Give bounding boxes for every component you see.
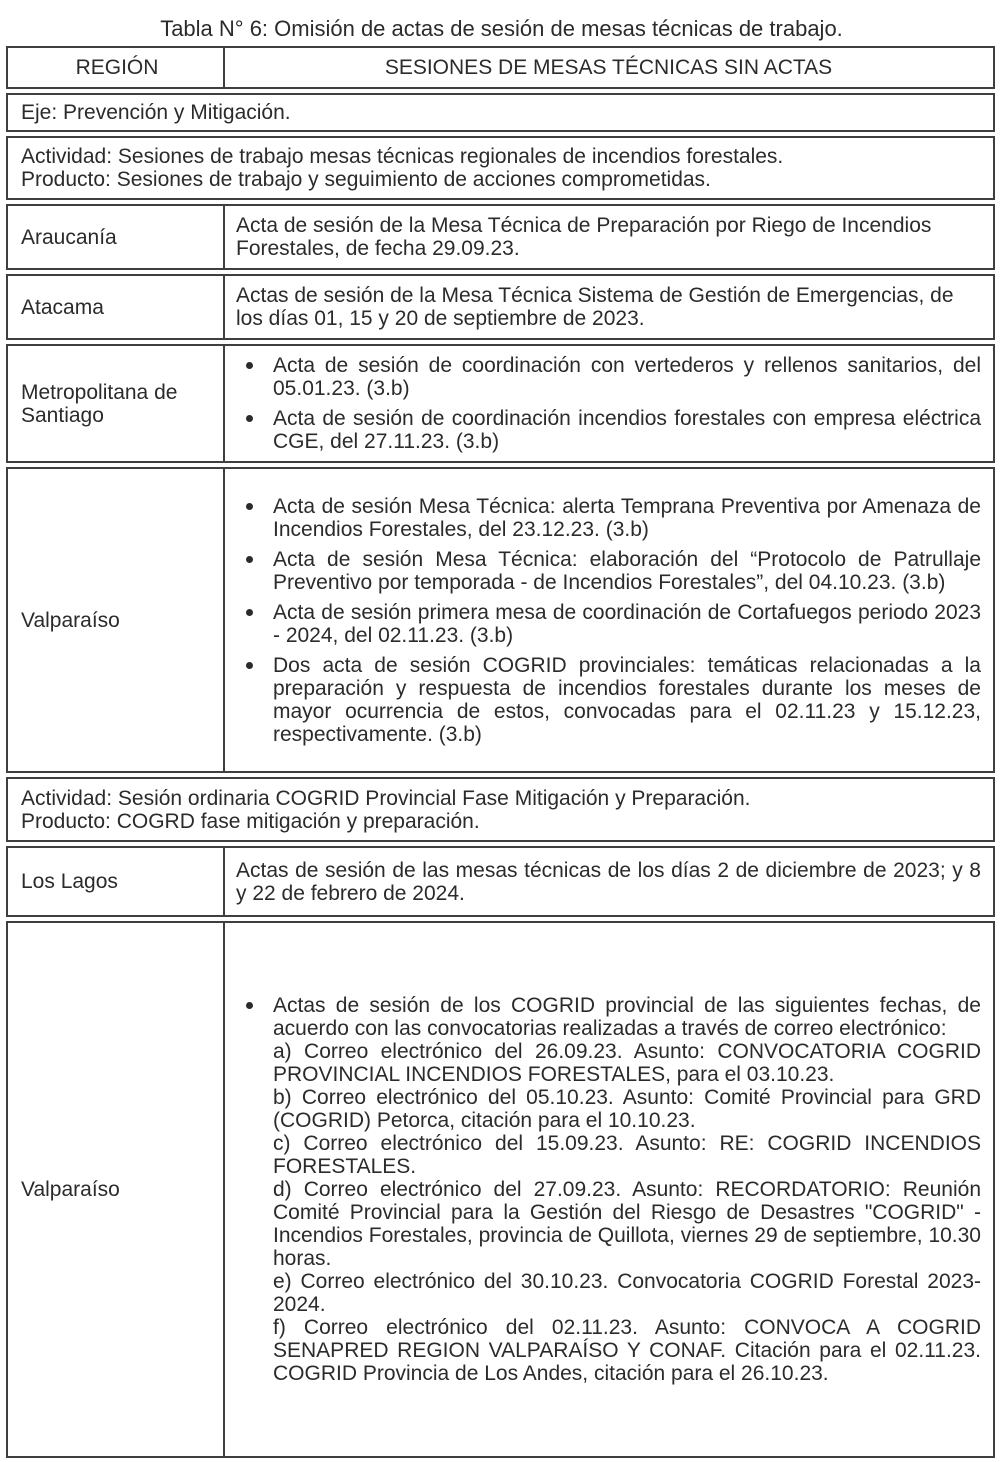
bullet-text: Dos acta de sesión COGRID provinciales: temáticas relacionadas a la preparación y respuesta de incendios forestales durante los meses de mayor ocurrencia de estos, convocadas para el 02.11.23 y 15.12.23, respectivamente. (3.b) (273, 653, 981, 746)
bullet-text: Acta de sesión primera mesa de coordinación de Cortafuegos periodo 2023 - 2024, del 02.11.23. (3.b) (273, 600, 981, 647)
content-cell (225, 274, 995, 340)
content-cell (225, 846, 995, 917)
section-actividad1-cell (6, 136, 995, 200)
region-label: Atacama (21, 295, 104, 319)
section-actividad2-row (6, 777, 995, 842)
region-cell (6, 467, 225, 773)
section-actividad1-row (6, 136, 995, 200)
content-cell (225, 204, 995, 270)
region-cell (6, 921, 225, 1458)
bullet-intro-text: Actas de sesión de los COGRID provincial de las siguientes fechas, de acuerdo con las convocatorias realizadas a través de correo electrónico: (273, 994, 981, 1040)
column-header-sessions-label: SESIONES DE MESAS TÉCNICAS SIN ACTAS (384, 56, 833, 79)
content-text: Acta de sesión de la Mesa Técnica de Preparación por Riego de Incendios Forestales, de fecha 29.09.23. (236, 214, 932, 260)
bullet-icon (246, 662, 253, 669)
bullet-list (236, 994, 981, 1385)
email-item-a: a) Correo electrónico del 26.09.23. Asunto: CONVOCATORIA COGRID PROVINCIAL INCENDIOS FORESTALES, para el 03.10.23. (273, 1040, 981, 1086)
content-cell (225, 344, 995, 463)
bullet-item (273, 601, 981, 647)
region-cell (6, 274, 225, 340)
table-row-metropolitana (6, 344, 995, 463)
table-row-valparaiso-2 (6, 921, 995, 1458)
report-table (6, 42, 995, 1462)
region-label: Araucanía (21, 225, 117, 249)
bullet-item (273, 354, 981, 400)
actividad1-text: Actividad: Sesiones de trabajo mesas técnicas regionales de incendios forestales. (21, 145, 784, 168)
column-header-sessions (225, 46, 995, 89)
content-text: Actas de sesión de las mesas técnicas de los días 2 de diciembre de 2023; y 8 y 22 de febrero de 2024. (236, 858, 981, 905)
bullet-item (273, 654, 981, 746)
eje-text: Eje: Prevención y Mitigación. (21, 101, 291, 124)
table-row-valparaiso-1 (6, 467, 995, 773)
region-label: Valparaíso (21, 608, 120, 632)
bullet-item (273, 407, 981, 453)
bullet-icon (246, 1002, 253, 1009)
region-cell (6, 846, 225, 917)
email-item-c: c) Correo electrónico del 15.09.23. Asunto: RE: COGRID INCENDIOS FORESTALES. (273, 1132, 981, 1178)
bullet-item (273, 548, 981, 594)
email-item-f: f) Correo electrónico del 02.11.23. Asunto: CONVOCA A COGRID SENAPRED REGION VALPARAÍSO Y CONAF. Citación para el 02.11.23. COGRID Provincia de Los Andes, citación para el 26.10.23. (273, 1316, 981, 1385)
table-caption: Tabla N° 6: Omisión de actas de sesión de mesas técnicas de trabajo. (160, 16, 843, 41)
table-row-atacama (6, 274, 995, 340)
email-item-e: e) Correo electrónico del 30.10.23. Convocatoria COGRID Forestal 2023-2024. (273, 1270, 981, 1316)
content-cell (225, 467, 995, 773)
bullet-icon (246, 609, 253, 616)
bullet-icon (246, 556, 253, 563)
bullet-text: Acta de sesión de coordinación incendios forestales con empresa eléctrica CGE, del 27.11.23. (3.b) (273, 407, 981, 453)
email-item-d: d) Correo electrónico del 27.09.23. Asunto: RECORDATORIO: Reunión Comité Provincial para la Gestión del Riesgo de Desastres "COGRID" - Incendios Forestales, provincia de Quillota, viernes 29 de septiembre, 10.30 horas. (273, 1178, 981, 1270)
email-item-b: b) Correo electrónico del 05.10.23. Asunto: Comité Provincial para GRD (COGRID) Petorca, citación para el 10.10.23. (273, 1086, 981, 1132)
bullet-icon (246, 503, 253, 510)
producto2-text: Producto: COGRD fase mitigación y preparación. (21, 809, 480, 833)
table-row-araucania (6, 204, 995, 270)
column-header-region-label: REGIÓN (75, 56, 159, 79)
bullet-icon (246, 415, 253, 422)
region-label: Los Lagos (21, 870, 118, 893)
region-cell (6, 204, 225, 270)
bullet-text: Acta de sesión de coordinación con vertederos y rellenos sanitarios, del 05.01.23. (3.b) (273, 354, 981, 400)
column-header-region (6, 46, 225, 89)
content-cell (225, 921, 995, 1458)
producto1-text: Producto: Sesiones de trabajo y seguimiento de acciones comprometidas. (21, 168, 711, 191)
content-text: Actas de sesión de la Mesa Técnica Sistema de Gestión de Emergencias, de los días 01, 15 y 20 de septiembre de 2023. (236, 284, 954, 330)
bullet-item (273, 994, 981, 1385)
section-eje-cell (6, 93, 995, 132)
region-label: Metropolitana de Santiago (21, 380, 178, 427)
actividad2-text: Actividad: Sesión ordinaria COGRID Provincial Fase Mitigación y Preparación. (21, 786, 751, 810)
bullet-list (236, 354, 981, 453)
region-cell (6, 344, 225, 463)
bullet-text: Acta de sesión Mesa Técnica: alerta Temprana Preventiva por Amenaza de Incendios Forestales, del 23.12.23. (3.b) (273, 494, 981, 541)
region-label: Valparaíso (21, 1178, 120, 1201)
bullet-text: Acta de sesión Mesa Técnica: elaboración del “Protocolo de Patrullaje Preventivo por temporada - de Incendios Forestales”, del 04.10.23. (3.b) (273, 547, 981, 594)
bullet-item (273, 495, 981, 541)
table-header-row (6, 46, 995, 89)
section-actividad2-cell (6, 777, 995, 842)
bullet-list (236, 495, 981, 746)
section-eje-row (6, 93, 995, 132)
bullet-icon (246, 362, 253, 369)
table-row-loslagos (6, 846, 995, 917)
